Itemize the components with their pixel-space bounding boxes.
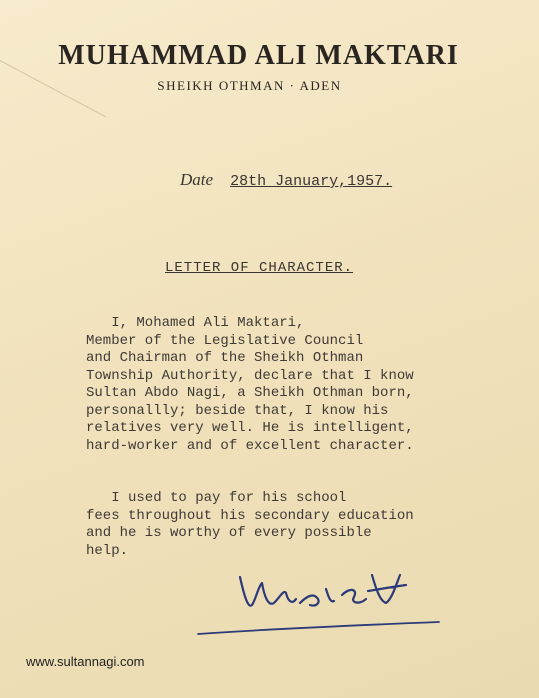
letterhead-place: SHEIKH OTHMAN · ADEN (157, 78, 342, 93)
letter-heading: LETTER OF CHARACTER. (165, 260, 354, 276)
body-line: fees throughout his secondary education (86, 507, 414, 524)
body-paragraph-1 (86, 315, 414, 455)
body-line: I, Mohamed Ali Maktari, (86, 315, 305, 331)
body-line: and Chairman of the Sheikh Othman (86, 350, 364, 366)
signature-underline (196, 618, 441, 638)
body-paragraph-2 (86, 490, 414, 560)
body-line: help. (86, 542, 129, 559)
body-line: I used to pay for his school (86, 490, 347, 506)
body-line: Member of the Legislative Council (86, 332, 364, 349)
date-line (180, 170, 392, 190)
body-line: and he is worthy of every possible (86, 525, 372, 541)
body-line: Sultan Abdo Nagi, a Sheikh Othman born, (86, 385, 414, 401)
date-label: Date (180, 170, 214, 189)
date-value: 28th January,1957. (230, 173, 393, 190)
website-link[interactable]: www.sultannagi.com (26, 654, 145, 669)
body-line: relatives very well. He is intelligent, (86, 420, 414, 436)
body-line: hard-worker and of excellent character. (86, 437, 414, 454)
letterhead-name: MUHAMMAD ALI MAKTARI (58, 40, 459, 71)
body-line: personallly; beside that, I know his (86, 402, 389, 419)
body-line: Township Authority, declare that I know (86, 367, 414, 384)
letterhead (0, 40, 539, 94)
handwritten-signature-icon (230, 565, 430, 620)
